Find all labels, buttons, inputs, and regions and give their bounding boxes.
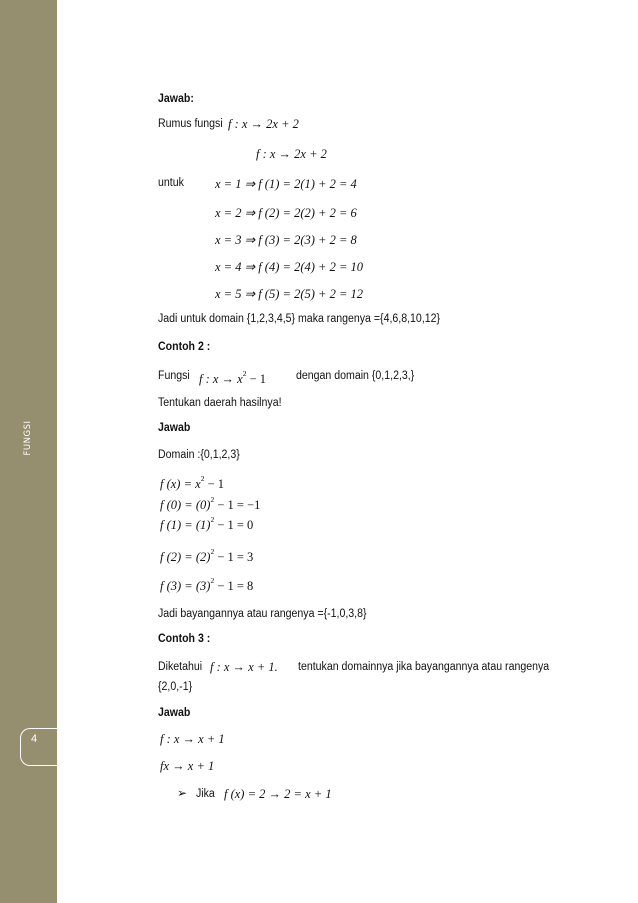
for-label: untuk [158,177,184,189]
page-number-frame [20,728,57,766]
function-domain: dengan domain {0,1,2,3,} [296,370,415,382]
given-label: Diketahui [158,661,203,673]
conclusion-2: Jadi bayangannya atau rangenya ={-1,0,3,8} [158,608,367,620]
formula-expression: f : x → 2x + 2 [228,117,299,131]
page-number: 4 [31,733,38,745]
formula-label: Rumus fungsi [158,118,223,130]
example-2-heading: Contoh 2 : [158,341,211,353]
answer-heading-3: Jawab [158,707,191,719]
chapter-label: FUNGSI [23,420,33,456]
equation-line: f $(2) = (2)^2 - 1 = 3$ [160,547,254,564]
function-label: Fungsi [158,370,190,382]
given-expression: f : x → x + 1. [210,660,278,674]
example-3-heading: Contoh 3 : [158,633,211,645]
equation-line: f : x → x + 1 [160,732,225,746]
function-expression: f : $x \to x^2 - 1$ [199,369,267,386]
calc-line: x = 1 ⇒ f (1) = 2(1) + 2 = 4 [215,177,357,191]
conclusion-1: Jadi untuk domain {1,2,3,4,5} maka rangenya ={4,6,8,10,12} [158,313,441,325]
calc-line: x = 2 ⇒ f (2) = 2(2) + 2 = 6 [215,206,357,220]
calc-line: x = 5 ⇒ f (5) = 2(5) + 2 = 12 [215,287,364,301]
equation-line: fx → x + 1 [160,759,215,773]
if-expression: f (x) = 2 → 2 = x + 1 [224,787,332,801]
arrow-bullet-icon: ➢ [177,786,188,800]
answer-heading-2: Jawab [158,422,191,434]
given-text-line2: {2,0,-1} [158,681,193,693]
calc-line: x = 4 ⇒ f (4) = 2(4) + 2 = 10 [215,260,364,274]
equation-line: f $(3) = (3)^2 - 1 = 8$ [160,576,254,593]
calc-line: x = 3 ⇒ f (3) = 2(3) + 2 = 8 [215,233,357,247]
if-label: Jika [196,788,215,800]
equation-line: f $(0) = (0)^2 - 1 = -1$ [160,495,261,512]
instruction: Tentukan daerah hasilnya! [158,397,282,409]
given-text: tentukan domainnya jika bayangannya atau rangenya [298,661,550,673]
domain-text: Domain :{0,1,2,3} [158,449,240,461]
formula-expression-2: f : x → 2x + 2 [256,147,327,161]
answer-heading: Jawab: [158,93,194,105]
equation-line: f $(1) = (1)^2 - 1 = 0$ [160,515,254,532]
equation-line: f $(x) = x^2 - 1$ [160,474,225,491]
